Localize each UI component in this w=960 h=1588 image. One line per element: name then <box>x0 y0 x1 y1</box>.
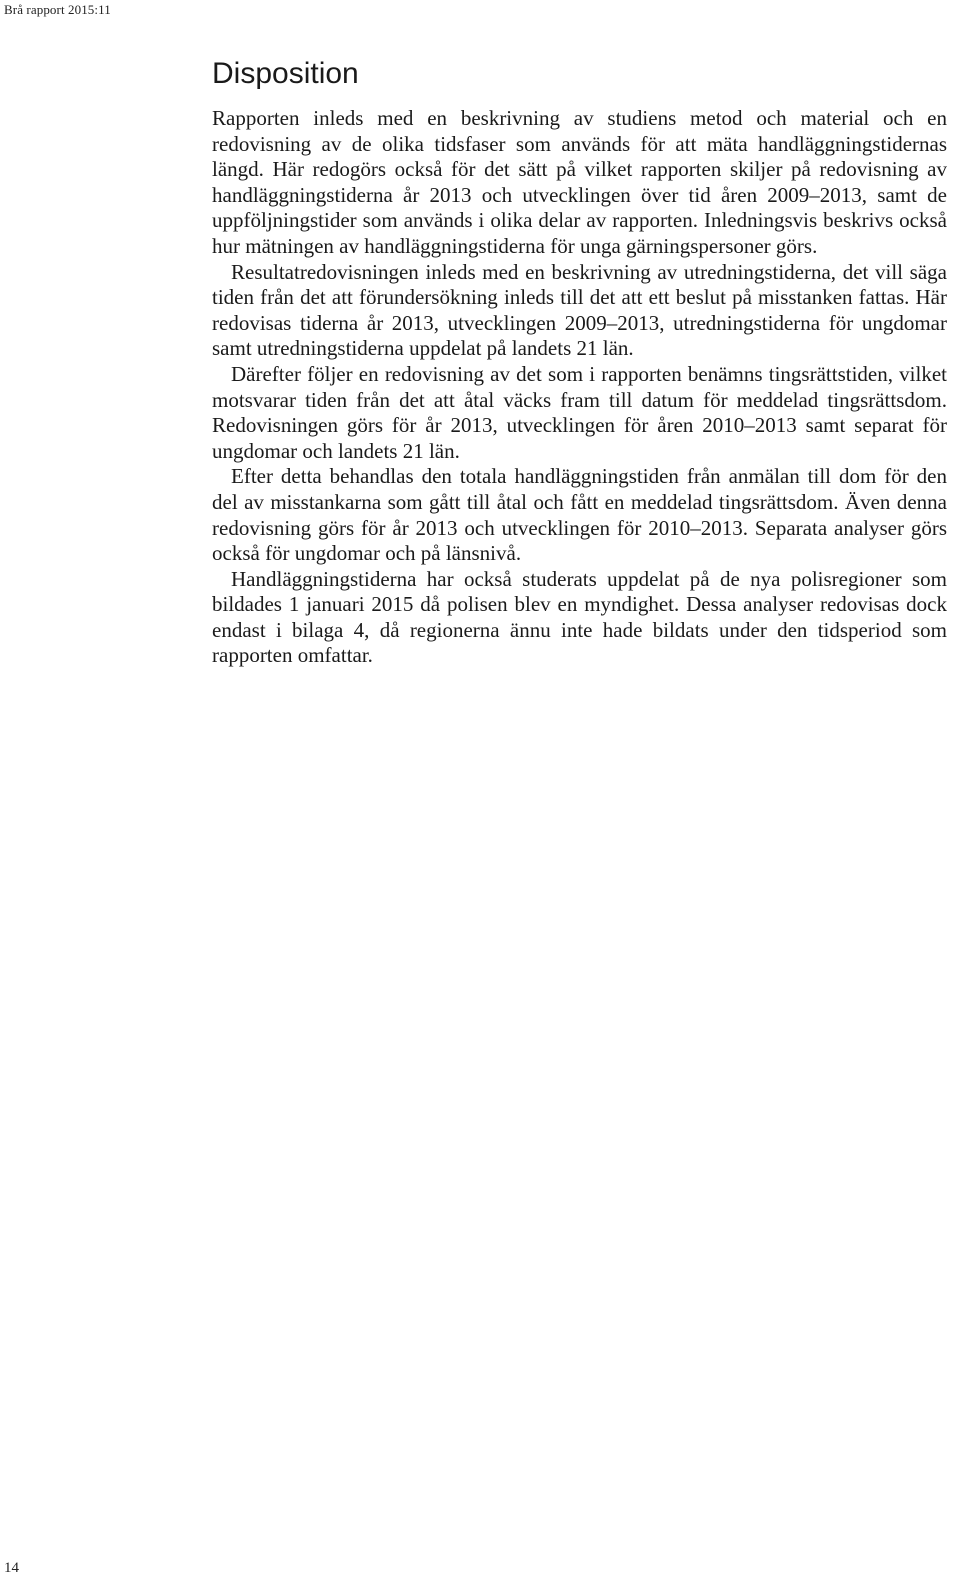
paragraph-overview: Rapporten inleds med en beskrivning av studiens metod och material och en redovisning av de olika tidsfaser som används för att mäta handläggningstidernas längd. Här redogörs också för det sätt på vilket rapporten skiljer på redovisning av handläggningstiderna år 2013 och utvecklingen över tid åren 2009–2013, samt de uppföljningstider som används i olika delar av rapporten. Inledningsvis beskrivs också hur mätningen av handläggningstiderna för unga gärningspersoner görs. <box>212 106 947 258</box>
paragraph-polisregioner: Handläggningstiderna har också studerats uppdelat på de nya polisregioner som bildades 1 januari 2015 då polisen blev en myndighet. Dessa analyser redovisas dock endast i bilaga 4, då regionerna ännu inte hade bildats under den tidsperiod som rapporten omfattar. <box>212 566 947 668</box>
running-header: Brå rapport 2015:11 <box>4 2 111 17</box>
page-number: 14 <box>4 1560 19 1576</box>
section-title: Disposition <box>212 57 359 90</box>
page-content <box>212 52 947 669</box>
paragraph-total-handlaggningstid: Efter detta behandlas den totala handläggningstiden från anmälan till dom för den del av misstankarna som gått till åtal och fått en meddelad tingsrättsdom. Även denna redovisning görs för år 2013 och utvecklingen för 2010–2013. Separata analyser görs också för ungdomar och på länsnivå. <box>212 464 947 566</box>
paragraph-tingsrattstid: Därefter följer en redovisning av det som i rapporten benämns tingsrättstiden, vilket motsvarar tiden från det att åtal väcks fram till datum för meddelad tingsrättsdom. Redovisningen görs för år 2013, utvecklingen för åren 2010–2013 samt separat för ungdomar och landets 21 län. <box>212 361 947 463</box>
paragraph-results-utredningstider: Resultatredovisningen inleds med en beskrivning av utredningstiderna, det vill säga tiden från det att förundersökning inleds till det att ett beslut på misstanken fattas. Här redovisas tiderna år 2013, utvecklingen 2009–2013, utredningstiderna för ungdomar samt utredningstiderna uppdelat på landets 21 län. <box>212 259 947 361</box>
